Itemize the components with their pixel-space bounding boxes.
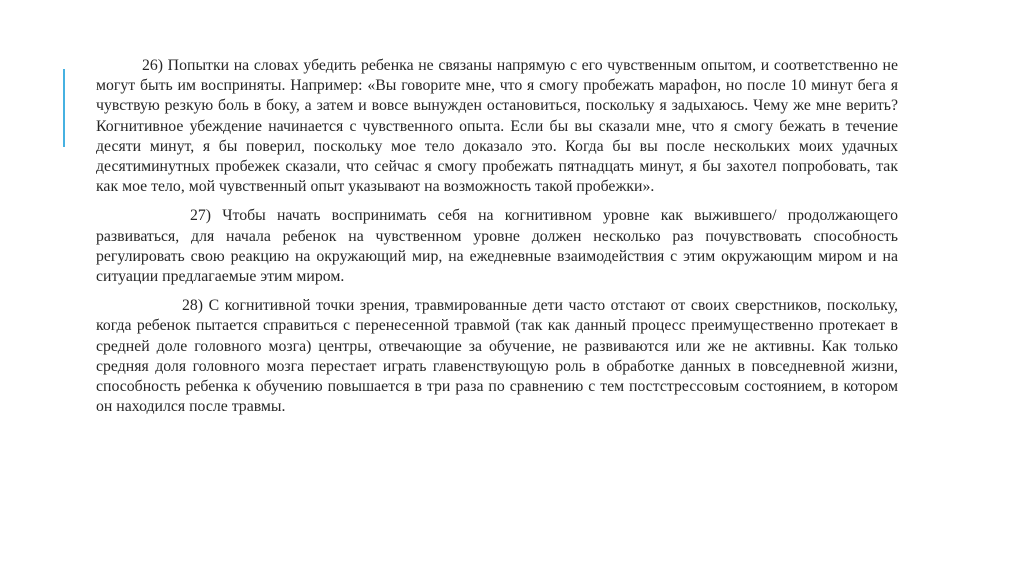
- paragraph-26: 26) Попытки на словах убедить ребенка не связаны напрямую с его чувственным опытом, и соответственно не могут быть им восприняты. Например: «Вы говорите мне, что я смогу пробежать марафон, но после 10 минут бега я чувствую резкую боль в боку, а затем и вовсе вынужден остановиться, поскольку я задыхаюсь. Чему же мне верить? Когнитивное убеждение начинается с чувственного опыта. Если бы вы сказали мне, что я смогу бежать в течение десяти минут, я бы поверил, поскольку мое тело доказало это. Когда бы вы после нескольких моих удачных десятиминутных пробежек сказали, что сейчас я смогу пробежать пятнадцать минут, я бы захотел попробовать, так как мое тело, мой чувственный опыт указывают на возможность такой пробежки».: [96, 57, 898, 196]
- accent-bar: [63, 69, 65, 147]
- paragraph-27: 27) Чтобы начать воспринимать себя на когнитивном уровне как выжившего/ продолжающего развиваться, для начала ребенок на чувственном уровне должен несколько раз почувствовать способность регулировать свою реакцию на окружающий мир, на ежедневные взаимодействия с этим окружающим миром и на ситуации предлагаемые этим миром.: [96, 207, 898, 286]
- slide-body: [96, 56, 898, 417]
- paragraph-28: 28) С когнитивной точки зрения, травмированные дети часто отстают от своих сверстников, поскольку, когда ребенок пытается справиться с перенесенной травмой (так как данный процесс преимущественно протекает в средней доле головного мозга) центры, отвечающие за обучение, не развиваются или же не активны. Как только средняя доля головного мозга перестает играть главенствующую роль в обработке данных в повседневной жизни, способность ребенка к обучению повышается в три раза по сравнению с тем постстрессовым состоянием, в котором он находился после травмы.: [96, 297, 898, 416]
